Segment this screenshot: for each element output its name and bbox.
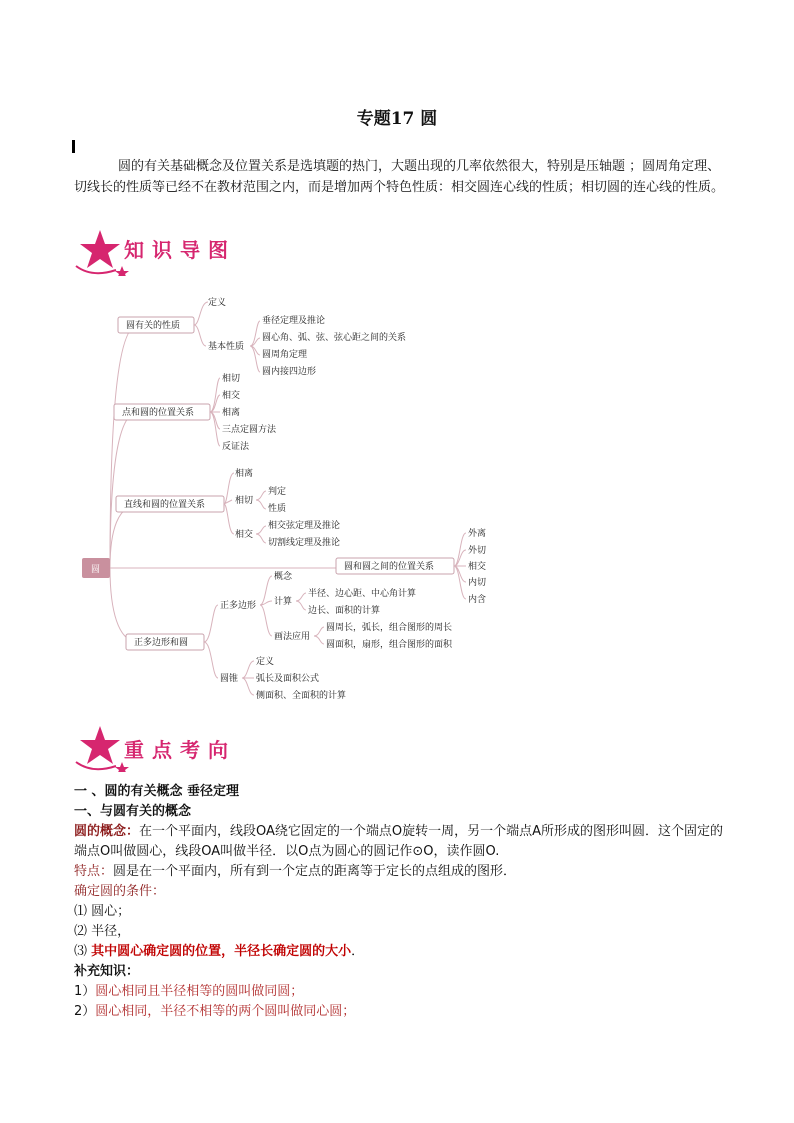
list-num: ⑶: [74, 944, 92, 959]
supplement-item: [74, 1002, 734, 1022]
b5-poly: 正多边形: [220, 601, 257, 611]
b1-def: 定义: [208, 298, 227, 308]
section-marker: [72, 140, 75, 153]
star-icon: [72, 722, 132, 772]
b3-tan: 相切: [235, 496, 254, 506]
supplement-heading: 补充知识：: [74, 964, 140, 979]
b3-tan-item: 判定: [268, 487, 287, 497]
conditions-heading: 确定圆的条件：: [74, 884, 166, 899]
b5-draw-item: 圆周长，弧长，组合图形的周长: [326, 623, 453, 633]
list-emphasis: 其中圆心确定圆的位置，半径长确定圆的大小: [91, 944, 352, 959]
star-icon: [72, 226, 132, 276]
concept-label: 圆的概念：: [74, 824, 140, 839]
b1-basic: 基本性质: [208, 342, 245, 352]
heading-1: 一 、圆的有关概念 垂径定理: [74, 784, 240, 799]
supp-num: 2）: [74, 1004, 96, 1019]
b3-int-item: 相交弦定理及推论: [268, 521, 341, 531]
concept-paragraph: [74, 822, 734, 862]
b3-int-item: 切割线定理及推论: [268, 538, 341, 548]
b5-draw: 画法应用: [274, 632, 311, 642]
b3-int: 相交: [235, 530, 254, 540]
b4-item: 内切: [468, 578, 487, 588]
root-label: 圆: [91, 565, 101, 575]
list-end: ．: [351, 944, 365, 959]
intro-paragraph: 圆的有关基础概念及位置关系是选填题的热门，大题出现的几率依然很大，特别是压轴题 ；圆周角定理、切线长的性质等已经不在教材范围之内，而是增加两个特色性质：相交圆连心线的性质；相切圆的连心线的性质。: [74, 159, 725, 195]
b1-item: 垂径定理及推论: [262, 316, 326, 326]
mind-map: [78, 290, 508, 710]
b2-item: 三点定圆方法: [222, 425, 277, 435]
b5-cone: 圆锥: [220, 674, 239, 684]
heading-2: 一、与圆有关的概念: [74, 804, 192, 819]
list-item: [74, 942, 734, 962]
b5-cone-item: 弧长及面积公式: [256, 674, 320, 684]
supplement-item: [74, 982, 734, 1002]
b4-label: 圆和圆之间的位置关系: [344, 562, 435, 572]
b1-item: 圆心角、弧、弦、弦心距之间的关系: [262, 333, 407, 343]
b3-sep: 相离: [235, 469, 254, 479]
b2-item: 相交: [222, 391, 241, 401]
banner-text: 重点考向: [124, 738, 236, 762]
content-section: [74, 782, 734, 1022]
b5-label: 正多边形和圆: [134, 638, 189, 648]
b5-cone-item: 定义: [256, 657, 275, 667]
banner-knowledge-map: [72, 226, 292, 276]
concept-text: 在一个平面内，线段OA绕它固定的一个端点O旋转一周，另一个端点A所形成的图形叫圆．这个固定的端点O叫做圆心，线段OA叫做半径．以O点为圆心的圆记作⊙O，读作圆O.: [74, 824, 724, 859]
b4-item: 内含: [468, 595, 487, 605]
b4-item: 外切: [468, 546, 487, 556]
b2-item: 相离: [222, 408, 241, 418]
b5-cone-item: 侧面积、全面积的计算: [256, 691, 347, 701]
list-item: ⑴ 圆心；: [74, 904, 131, 919]
b4-item: 外离: [468, 529, 487, 539]
b3-tan-item: 性质: [268, 504, 287, 514]
banner-text: 知识导图: [124, 238, 236, 262]
list-item: ⑵ 半径，: [74, 924, 131, 939]
b4-item: 相交: [468, 562, 487, 572]
b2-label: 点和圆的位置关系: [122, 408, 195, 418]
supp-text: 圆心相同，半径不相等的两个圆叫做同心圆；: [95, 1004, 356, 1019]
b2-item: 反证法: [222, 442, 250, 452]
b1-item: 圆内接四边形: [262, 367, 317, 377]
feature-label: 特点：: [74, 864, 114, 879]
b3-label: 直线和圆的位置关系: [124, 500, 206, 510]
supp-text: 圆心相同且半径相等的圆叫做同圆；: [95, 984, 304, 999]
feature-text: 圆是在一个平面内，所有到一个定点的距离等于定长的点组成的图形．: [113, 864, 517, 879]
banner-focus: [72, 722, 292, 772]
b5-draw-item: 圆面积，扇形，组合图形的面积: [326, 640, 453, 650]
b1-label: 圆有关的性质: [126, 321, 181, 331]
supp-num: 1）: [74, 984, 96, 999]
feature-paragraph: [74, 862, 734, 882]
b1-item: 圆周角定理: [262, 350, 308, 360]
page-title: 专题17 圆: [356, 109, 438, 129]
b5-calc: 计算: [274, 597, 293, 607]
b2-item: 相切: [222, 374, 241, 384]
b5-calc-item: 边长、面积的计算: [308, 606, 381, 616]
b5-calc-item: 半径、边心距、中心角计算: [308, 589, 417, 599]
b5-concept: 概念: [274, 572, 293, 582]
